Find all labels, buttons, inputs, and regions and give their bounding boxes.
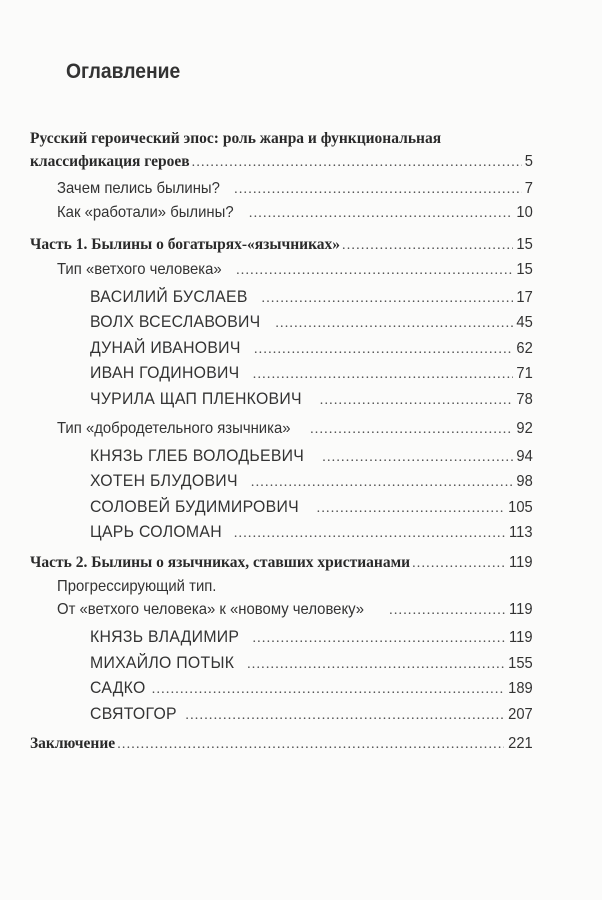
toc-entry[interactable] [0,497,533,517]
dot-leader [192,155,522,171]
dot-leader [320,393,513,409]
toc-entry-title: Зачем пелись былины? [57,180,220,197]
dot-leader [412,556,505,572]
toc-page-number: 45 [516,314,533,331]
toc-entry[interactable] [0,420,533,438]
toc-entry-title: классификация героев [30,153,190,170]
toc-entry-title: ЦАРЬ СОЛОМАН [90,522,222,541]
toc-entry[interactable] [0,554,533,572]
toc-entry-title-line: Русский героический эпос: роль жанра и функциональная [30,130,442,147]
toc-entry[interactable] [0,389,533,409]
toc-entry[interactable] [0,627,533,647]
toc-entry[interactable] [0,446,533,466]
toc-entry[interactable] [0,471,533,491]
toc-entry-title: Часть 2. Былины о язычниках, ставших христианами [30,554,411,571]
toc-page-number: 92 [516,420,533,437]
toc-page-number: 155 [508,655,533,672]
dot-leader [252,631,505,647]
dot-leader [152,682,505,698]
toc-entry-title: Заключение [30,735,116,752]
toc-page-number: 15 [516,236,533,253]
toc-page-number: 94 [516,448,533,465]
toc-page-number: 119 [509,554,533,571]
toc-entry-title: СОЛОВЕЙ БУДИМИРОВИЧ [90,497,299,516]
toc-entry[interactable] [0,236,533,254]
dot-leader [251,475,513,491]
toc-entry-line [30,130,441,148]
dot-leader [262,291,514,307]
toc-page-number: 78 [516,391,533,408]
toc-entry-title: Тип «ветхого человека» [57,261,222,278]
dot-leader [389,603,505,619]
toc-entry[interactable] [0,261,533,279]
toc-entry[interactable] [0,704,533,724]
toc-page-number: 189 [508,680,533,697]
dot-leader [310,422,513,438]
toc-entry[interactable] [0,601,533,619]
toc-entry-title: ЧУРИЛА ЩАП ПЛЕНКОВИЧ [90,389,302,408]
toc-entry-title: От «ветхого человека» к «новому человеку» [57,601,365,618]
toc-entry[interactable] [0,180,533,198]
toc-entry-title: СВЯТОГОР [90,704,177,723]
toc-entry[interactable] [0,653,533,673]
toc-entry[interactable] [0,287,533,307]
toc-entry[interactable] [0,338,533,358]
dot-leader [342,238,513,254]
toc-entry-title: МИХАЙЛО ПОТЫК [90,653,235,672]
toc-entry-title: КНЯЗЬ ГЛЕБ ВОЛОДЬЕВИЧ [90,446,305,465]
dot-leader [317,501,505,517]
page-title: Оглавление [66,60,181,83]
toc-page-number: 7 [524,180,533,197]
toc-entry[interactable] [0,312,533,332]
toc-entry-title: ДУНАЙ ИВАНОВИЧ [90,338,241,357]
dot-leader [254,342,513,358]
toc-page-number: 10 [516,204,533,221]
toc-page-number: 71 [516,365,533,382]
toc-entry[interactable] [0,678,533,698]
toc-entry-title: Часть 1. Былины о богатырях-«язычниках» [30,236,341,253]
toc-page-number: 119 [509,629,533,646]
dot-leader [236,263,513,279]
toc-entry-title-line: Прогрессирующий тип. [57,578,217,595]
toc-page-number: 207 [508,706,533,723]
toc-entry[interactable] [0,522,533,542]
toc-page-number: 98 [516,473,533,490]
toc-entry-title: Тип «добродетельного язычника» [57,420,291,437]
toc-entry-title: Как «работали» былины? [57,204,234,221]
toc-page-number: 5 [524,153,533,170]
toc-entry[interactable] [0,363,533,383]
dot-leader [234,182,522,198]
toc-entry-title: ИВАН ГОДИНОВИЧ [90,363,240,382]
toc-page-number: 62 [516,340,533,357]
toc-page-number: 15 [516,261,533,278]
dot-leader [249,206,513,222]
dot-leader [275,316,513,332]
toc-entry-title: КНЯЗЬ ВЛАДИМИР [90,627,240,646]
toc-entry[interactable] [0,204,533,222]
dot-leader [185,708,504,724]
toc-entry[interactable] [0,735,533,753]
toc-entry-title: ХОТЕН БЛУДОВИЧ [90,471,238,490]
toc-entry[interactable] [0,153,533,171]
toc-entry-title: ВОЛХ ВСЕСЛАВОВИЧ [90,312,261,331]
dot-leader [322,450,513,466]
dot-leader [117,737,504,753]
toc-page-number: 113 [509,524,533,541]
toc-entry-title: ВАСИЛИЙ БУСЛАЕВ [90,287,248,306]
dot-leader [247,657,504,673]
toc-entry-title: САДКО [90,678,146,697]
toc-entry-line [57,578,228,596]
dot-leader [234,526,506,542]
toc-page-number: 119 [509,601,533,618]
toc-page-number: 221 [508,735,533,752]
dot-leader [253,367,513,383]
toc-page-number: 105 [508,499,533,516]
toc-page-number: 17 [516,289,533,306]
